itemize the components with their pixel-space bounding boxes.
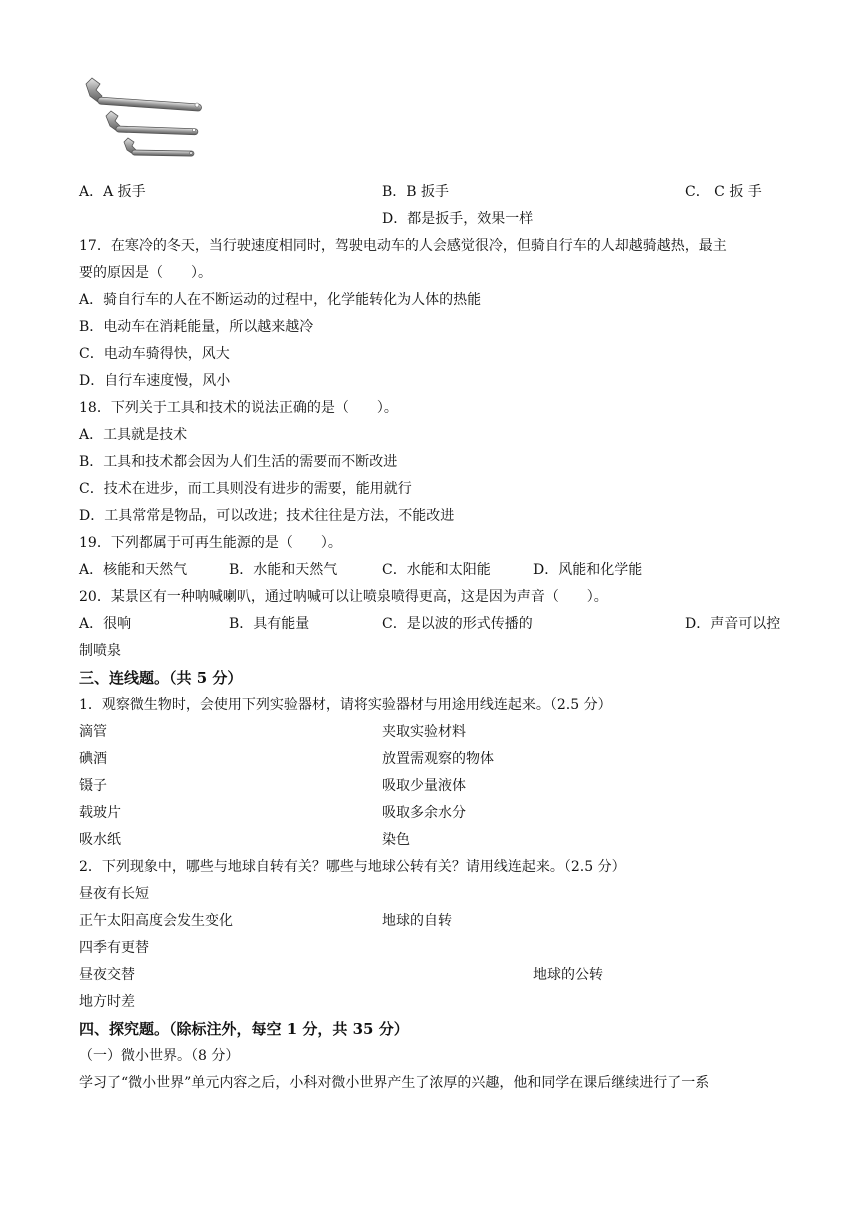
matching-q2-right-item: 地球的公转 [533,967,603,983]
q19-option-a: A．核能和天然气 [79,562,188,578]
q17-option-a: A．骑自行车的人在不断运动的过程中，化学能转化为人体的热能 [79,292,482,308]
q17-stem-line1: 17．在寒冷的冬天，当行驶速度相同时，驾驶电动车的人会感觉很冷，但骑自行车的人却越骑越热，最主 [79,238,727,254]
matching-q1-right-item: 染色 [382,832,410,848]
q18-option-a: A．工具就是技术 [79,427,188,443]
q16-option-c: C． C 扳 手 [685,184,762,200]
matching-q1-right-item: 吸取少量液体 [382,778,466,794]
wrench-illustration [80,76,210,164]
matching-q1-left-item: 滴管 [79,724,107,740]
matching-q1-left-item: 吸水纸 [79,832,121,848]
q16-option-b: B．B 扳手 [382,184,450,200]
section-4-title: 四、探究题。（除标注外，每空 1 分，共 35 分） [79,1020,409,1038]
wrench-large-icon [86,78,202,111]
matching-q2-left-item: 正午太阳高度会发生变化 [79,913,233,929]
wrench-medium-icon [106,111,198,135]
q18-stem: 18．下列关于工具和技术的说法正确的是（ ）。 [79,400,398,416]
matching-q1-right-item: 放置需观察的物体 [382,751,494,767]
q19-option-b: B．水能和天然气 [229,562,338,578]
q19-option-c: C．水能和太阳能 [382,562,491,578]
q20-option-b: B．具有能量 [229,616,310,632]
q17-option-d: D．自行车速度慢，风小 [79,373,231,389]
q19-stem: 19．下列都属于可再生能源的是（ ）。 [79,535,342,551]
wrench-small-icon [124,138,194,156]
q17-option-b: B．电动车在消耗能量，所以越来越冷 [79,319,314,335]
matching-q2-left-item: 四季有更替 [79,940,149,956]
q20-option-d: D．声音可以控 [685,616,781,632]
matching-q1-stem: 1．观察微生物时，会使用下列实验器材，请将实验器材与用途用线连起来。（2.5 分） [79,697,612,713]
section-4-part-1-title: （一）微小世界。（8 分） [79,1048,240,1064]
q17-stem-line2: 要的原因是（ ）。 [79,265,212,281]
matching-q2-left-item: 昼夜交替 [79,967,135,983]
q20-option-d-continued: 制喷泉 [79,643,121,659]
q18-option-c: C．技术在进步，而工具则没有进步的需要，能用就行 [79,481,412,497]
matching-q1-left-item: 镊子 [79,778,107,794]
q18-option-b: B．工具和技术都会因为人们生活的需要而不断改进 [79,454,398,470]
section-3-title: 三、连线题。（共 5 分） [79,669,243,687]
matching-q2-left-item: 昼夜有长短 [79,886,149,902]
q18-option-d: D．工具常常是物品，可以改进；技术往往是方法，不能改进 [79,508,455,524]
matching-q2-left-item: 地方时差 [79,994,135,1010]
q16-option-a: A．A 扳手 [79,184,146,200]
q17-option-c: C．电动车骑得快，风大 [79,346,230,362]
matching-q2-right-item: 地球的自转 [382,913,452,929]
section-4-intro: 学习了“微小世界”单元内容之后，小科对微小世界产生了浓厚的兴趣，他和同学在课后继续进行了一系 [79,1075,710,1091]
matching-q2-stem: 2．下列现象中，哪些与地球自转有关？哪些与地球公转有关？请用线连起来。（2.5 分） [79,859,626,875]
q16-option-d: D．都是扳手，效果一样 [382,211,534,227]
matching-q1-left-item: 载玻片 [79,805,121,821]
q20-option-a: A．很响 [79,616,132,632]
q20-stem: 20．某景区有一种呐喊喇叭，通过呐喊可以让喷泉喷得更高，这是因为声音（ ）。 [79,589,608,605]
matching-q1-right-item: 夹取实验材料 [382,724,466,740]
q19-option-d: D．风能和化学能 [533,562,643,578]
q20-option-c: C．是以波的形式传播的 [382,616,533,632]
matching-q1-right-item: 吸取多余水分 [382,805,466,821]
matching-q1-left-item: 碘酒 [79,751,107,767]
